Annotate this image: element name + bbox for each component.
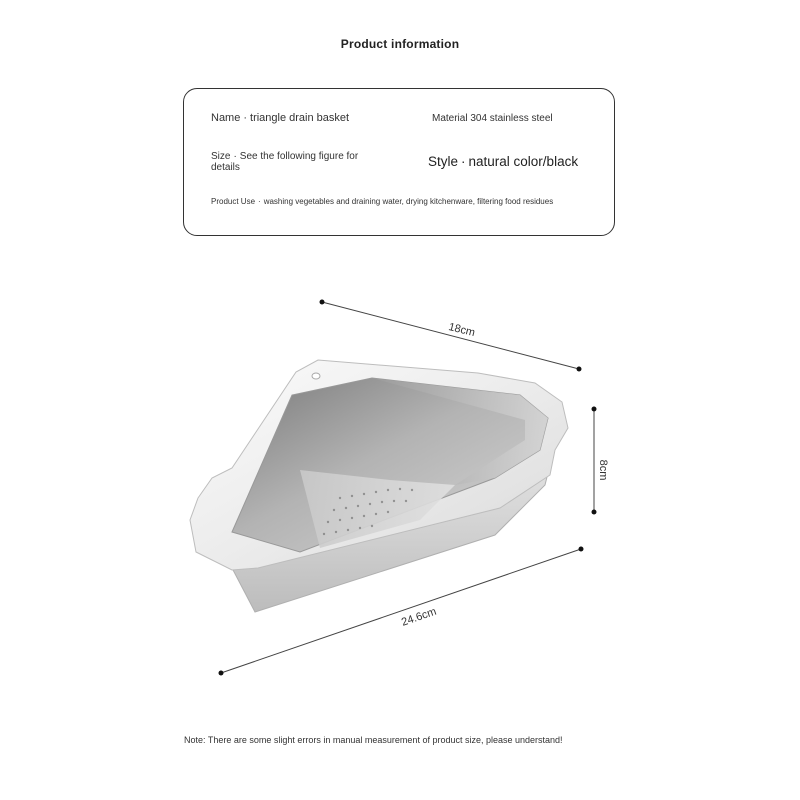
size-label: Size <box>211 151 231 162</box>
use-label: Product Use <box>211 197 256 206</box>
page-title: Product information <box>340 37 460 51</box>
material-field: Material 304 stainless steel <box>432 113 553 124</box>
separator-dot: · <box>243 112 248 124</box>
separator-dot: · <box>461 154 466 169</box>
measurement-note: Note: There are some slight errors in manual measurement of product size, please understand! <box>184 735 563 745</box>
dimension-bottom-label: 24.6cm <box>400 605 439 629</box>
style-label: Style <box>428 154 459 169</box>
dimension-top <box>320 300 582 372</box>
separator-dot: · <box>258 197 261 206</box>
size-value: See the following figure for details <box>211 151 359 173</box>
name-value: triangle drain basket <box>250 112 350 124</box>
separator-dot: · <box>233 151 237 162</box>
dimension-top-label: 18cm <box>447 321 477 340</box>
dimension-height <box>592 407 610 515</box>
drain-basket-image <box>190 360 568 612</box>
style-value: natural color/black <box>468 154 579 169</box>
dimension-height-label: 8cm <box>597 459 609 481</box>
name-label: Name <box>211 112 241 124</box>
use-value: washing vegetables and draining water, drying kitchenware, filtering food residues <box>263 197 554 206</box>
